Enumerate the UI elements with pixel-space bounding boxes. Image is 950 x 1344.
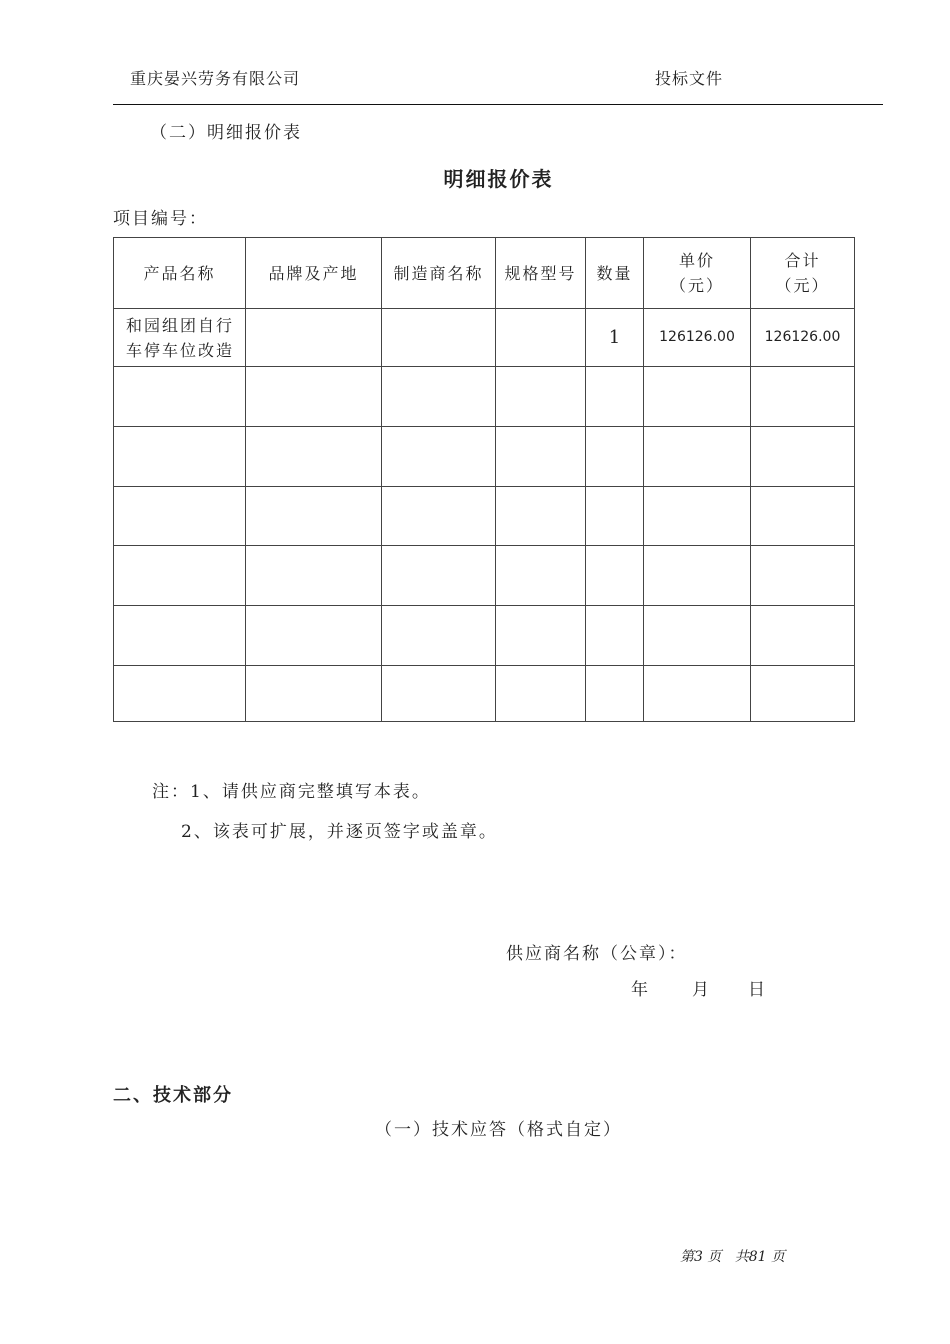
table-row-empty	[114, 367, 855, 427]
cell-qty: 1	[586, 309, 644, 367]
cell-spec	[496, 309, 586, 367]
col-header-total: 合计 （元）	[751, 238, 855, 309]
section2-subtitle: （一）技术应答（格式自定）	[375, 1120, 622, 1140]
col-header-qty: 数量	[586, 238, 644, 309]
table-row-empty	[114, 487, 855, 546]
page-total: 共81 页	[734, 1249, 785, 1265]
cell-product: 和园组团自行车停车位改造	[114, 309, 246, 367]
quote-table	[113, 237, 855, 722]
header-doc-type: 投标文件	[655, 69, 724, 88]
note-1: 注：1、请供应商完整填写本表。	[152, 782, 431, 802]
date-month-label: 月	[692, 980, 711, 1000]
table-row-empty	[114, 606, 855, 666]
date-day-label: 日	[748, 980, 767, 1000]
col-header-brand: 品牌及产地	[246, 238, 382, 309]
col-header-product: 产品名称	[114, 238, 246, 309]
document-title: 明细报价表	[443, 167, 554, 191]
cell-brand	[246, 309, 382, 367]
table-row-empty	[114, 666, 855, 722]
header-divider	[113, 104, 883, 105]
table-header-row	[114, 238, 855, 309]
note-2: 2、该表可扩展，并逐页签字或盖章。	[181, 822, 498, 842]
cell-total: 126126.00	[751, 309, 855, 367]
date-year-label: 年	[631, 980, 650, 1000]
table-row	[114, 309, 855, 367]
table-row-empty	[114, 546, 855, 606]
page-number: 第3 页	[680, 1249, 722, 1265]
cell-unit-price: 126126.00	[644, 309, 751, 367]
col-header-maker: 制造商名称	[382, 238, 496, 309]
page-footer	[680, 1246, 785, 1266]
table-row-empty	[114, 427, 855, 487]
header-company: 重庆晏兴劳务有限公司	[130, 69, 301, 88]
section2-heading: 二、技术部分	[113, 1085, 233, 1106]
section-subtitle: （二）明细报价表	[150, 123, 302, 143]
project-number-label: 项目编号：	[113, 209, 208, 229]
cell-maker	[382, 309, 496, 367]
col-header-unit-price: 单价 （元）	[644, 238, 751, 309]
col-header-spec: 规格型号	[496, 238, 586, 309]
supplier-seal-label: 供应商名称（公章）：	[506, 944, 688, 964]
